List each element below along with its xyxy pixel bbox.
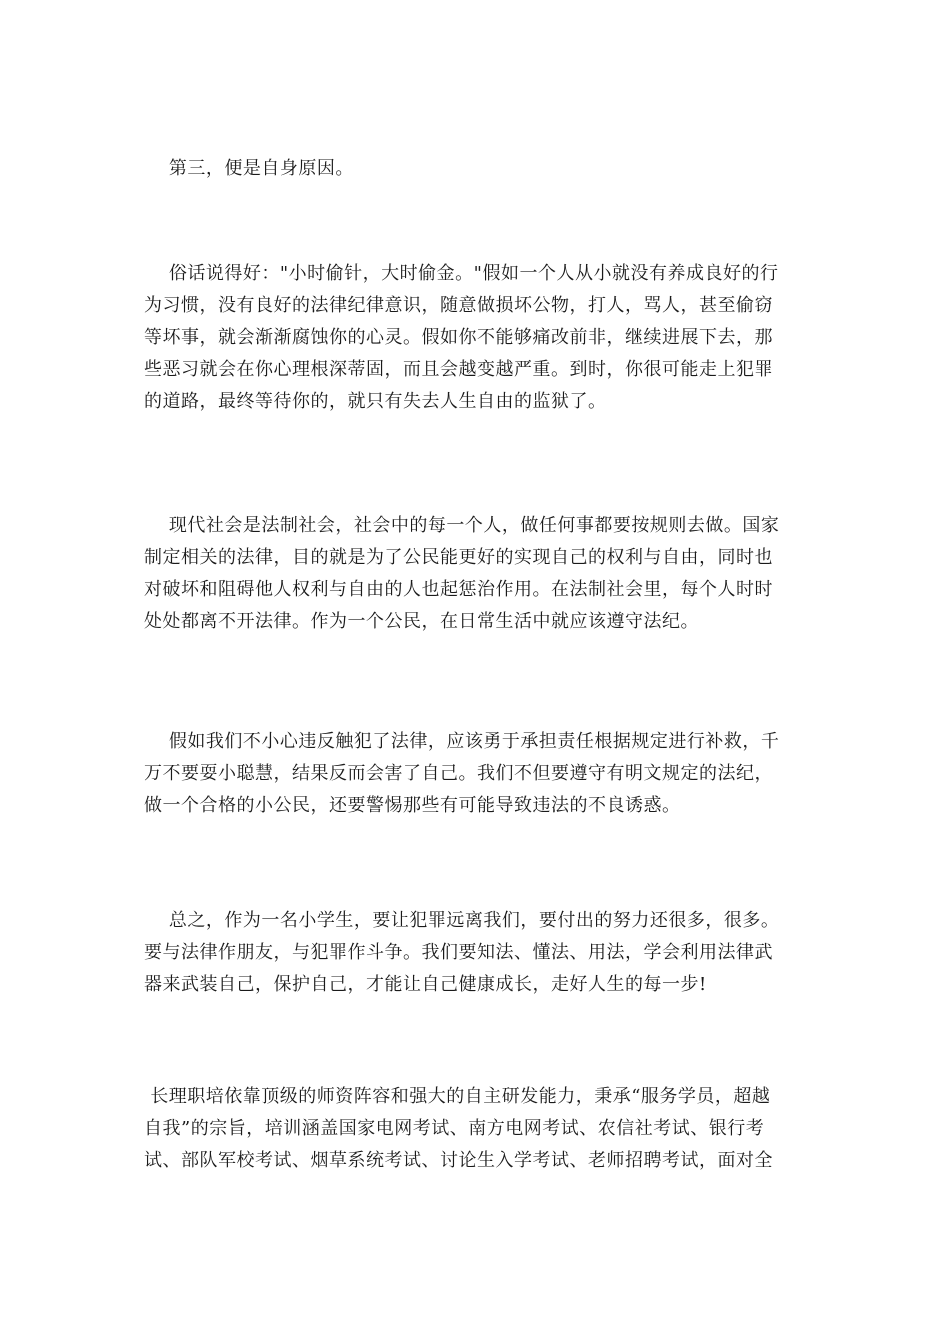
paragraph-6 [144, 1081, 808, 1177]
text-line: 制定相关的法律，目的就是为了公民能更好的实现自己的权利与自由，同时也 [144, 547, 773, 568]
paragraph-4 [144, 726, 808, 822]
text-line: 假如我们不小心违反触犯了法律，应该勇于承担责任根据规定进行补救，千 [144, 731, 780, 752]
text-line: 的道路，最终等待你的，就只有失去人生自由的监狱了。 [144, 391, 607, 412]
text-line: 第三，便是自身原因。 [144, 158, 354, 179]
text-line: 些恶习就会在你心理根深蒂固，而且会越变越严重。到时，你很可能走上犯罪 [144, 359, 773, 380]
text-line: 万不要耍小聪慧，结果反而会害了自己。我们不但要遵守有明文规定的法纪， [144, 763, 773, 784]
text-line: 试、部队军校考试、烟草系统考试、讨论生入学考试、老师招聘考试，面对全 [144, 1150, 773, 1171]
paragraph-1 [144, 153, 808, 185]
text-line: 等坏事，就会渐渐腐蚀你的心灵。假如你不能够痛改前非，继续进展下去，那 [144, 327, 773, 348]
text-line: 器来武装自己，保护自己，才能让自己健康成长，走好人生的每一步! [144, 974, 707, 995]
text-line: 现代社会是法制社会，社会中的每一个人，做任何事都要按规则去做。国家 [144, 515, 780, 536]
text-line: 总之，作为一名小学生，要让犯罪远离我们，要付出的努力还很多，很多。 [144, 910, 780, 931]
text-line: 长理职培依靠顶级的师资阵容和强大的自主研发能力，秉承“服务学员，超越 [144, 1086, 771, 1107]
text-line: 俗话说得好："小时偷针，大时偷金。"假如一个人从小就没有养成良好的行 [144, 263, 779, 284]
paragraph-5 [144, 905, 808, 1001]
paragraph-2 [144, 258, 808, 418]
text-line: 对破坏和阻碍他人权利与自由的人也起惩治作用。在法制社会里，每个人时时 [144, 579, 773, 600]
text-line: 自我”的宗旨，培训涵盖国家电网考试、南方电网考试、农信社考试、银行考 [144, 1118, 765, 1139]
paragraph-3 [144, 510, 808, 638]
text-line: 做一个合格的小公民，还要警惕那些有可能导致违法的不良诱惑。 [144, 795, 681, 816]
text-line: 要与法律作朋友，与犯罪作斗争。我们要知法、懂法、用法，学会利用法律武 [144, 942, 773, 963]
text-line: 处处都离不开法律。作为一个公民，在日常生活中就应该遵守法纪。 [144, 611, 699, 632]
text-line: 为习惯，没有良好的法律纪律意识，随意做损坏公物，打人，骂人，甚至偷窃 [144, 295, 773, 316]
